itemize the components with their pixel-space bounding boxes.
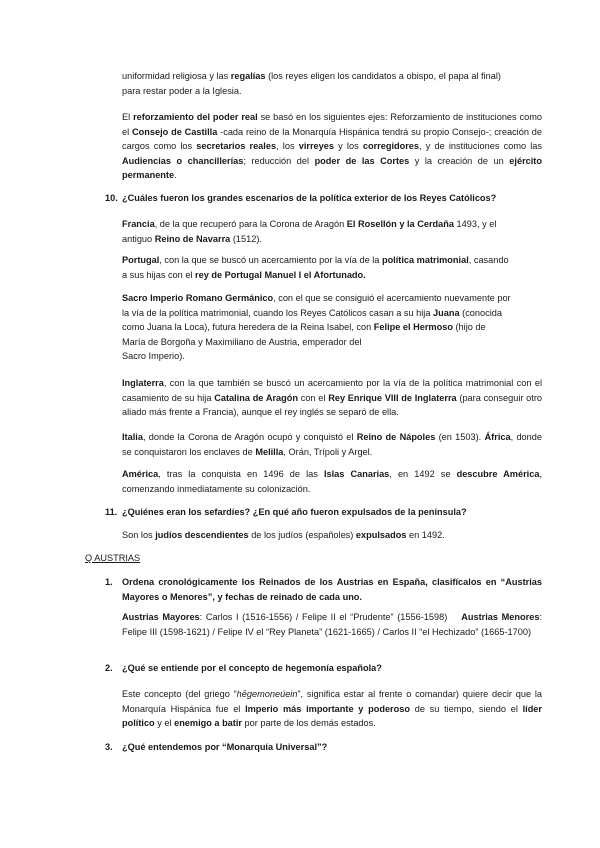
section-question-3-text: ¿Qué entendemos por “Monarquía Universal”? [122,742,328,752]
text-bold: Melilla [255,446,284,457]
text-bold: líder político [122,703,542,729]
section-heading: Q AUSTRIAS [85,553,141,563]
paragraph-inglaterra [122,376,542,420]
text: , donde se conquistaron los enclaves de [122,432,542,457]
text: de su tiempo, siendo el [409,703,523,714]
text: de los judíos (españoles) [248,530,356,540]
text-bold: América [122,469,159,479]
text: ”, significa estar al frente o comandar) quiere decir que la Monarquía Hispánica fue el [122,689,542,714]
text-bold: política matrimonial [381,255,469,265]
section-question-1-text: Ordena cronológicamente los Reinados de los Austrias en España, clasifícalos en “Austrias Mayores o Menores”, y fechas de reinado de cada uno. [122,577,542,602]
text: , comenzando inmediatamente su colonización. [122,469,542,494]
text-bold: Austrias Menores [461,612,540,622]
paragraph-america [122,467,542,496]
text: en 1492. [406,530,445,540]
text-bold: Reino de Nápoles [356,432,436,442]
section-question-1-number: 1. [105,577,113,587]
text-bold: Catalina de Aragón [214,392,298,403]
text-bold: Islas Canarias [323,469,390,479]
text: (para conseguir otro aliado más frente a Francia), aunque el rey inglés se separó de ella. [122,392,543,418]
text-bold: Audiencias o chancillerías [122,155,244,166]
text-bold: Portugal [122,255,160,265]
text: Este concepto (del griego “ [122,689,237,699]
text-bold: Reino de Navarra [154,233,231,244]
text-bold: judíos descendientes [155,530,249,540]
text: la vía de la política matrimonial, cuando los Reyes Católicos casan a su hija [122,307,434,318]
section-question-2-number: 2. [105,663,113,673]
text-bold: descubre América [456,469,540,479]
text: : Carlos I (1516-1556) / Felipe II el “Prudente” (1556-1598) [199,612,448,622]
question-11-text: ¿Quiénes eran los sefardíes? ¿En qué año fueron expulsados de la península? [122,507,467,517]
text: uniformidad religiosa y las [122,71,231,81]
text: , en 1492 se [389,469,457,479]
text: , con la que también se buscó un acercamiento por la vía de la política matrimonial con el casamiento de su hija [122,378,542,403]
text: , con la que se buscó un acercamiento por la vía de la [159,255,382,265]
text-italic: hēgemoneúein [236,689,298,699]
text: como Juana la Loca), futura heredera de la Reina Isabel, con [122,322,374,333]
text: , de la que recuperó para la Corona de Aragón [154,219,347,229]
text-bold: regalías [230,71,266,81]
text: (los reyes eligen los candidatos a obispo, el papa al final) [265,71,501,81]
text: (conocida [459,307,502,318]
text-bold: Austrias Mayores [122,612,200,622]
paragraph-italia [122,430,542,459]
paragraph-sacro-imperio [122,291,542,364]
paragraph-austrias [122,610,542,639]
text: Sacro Imperio). [122,351,185,362]
text: Son los [122,530,156,540]
text: y los [333,141,363,152]
section-question-3-number: 3. [105,742,113,752]
text-bold: corregidores [362,141,420,152]
text: María de Borgoña y Maximiliano de Austria, emperador del [122,336,362,347]
text-bold: África [484,432,511,442]
paragraph-sefardies [122,528,542,543]
text: , y de instituciones como las [419,141,542,152]
text: y el [154,718,175,729]
text: por parte de los demás estados. [241,718,376,729]
question-11-number: 11. [105,507,118,517]
text: se basó en los siguientes ejes: Reforzamiento de instituciones como el [122,112,542,137]
text: , los [276,141,299,152]
text-bold: Consejo de Castilla [132,126,218,137]
text: (1512). [230,233,262,244]
text: a sus hijas con el [122,269,196,280]
text-bold: ejército permanente [122,155,542,181]
text-bold: Inglaterra [122,378,164,388]
text-bold: Italia [122,432,143,442]
text: para restar poder a la Iglesia. [122,85,242,96]
text-bold: rey de Portugal Manuel I el Afortunado. [195,269,366,280]
text: con el [297,392,329,403]
text-bold: Juana [433,307,460,318]
text-bold: secretarios reales [196,141,277,152]
text: (en 1503). [435,432,485,442]
paragraph-portugal [122,253,542,282]
question-10-text: ¿Cuáles fueron los grandes escenarios de la política exterior de los Reyes Católicos? [122,193,497,203]
text-bold: Sacro Imperio Romano Germánico [122,293,274,303]
text: , con el que se consiguió el acercamiento nuevamente por [273,293,511,303]
text-bold: poder de las Cortes [314,155,410,166]
text-bold: virreyes [298,141,334,152]
text-bold: Felipe el Hermoso [373,322,453,333]
text-bold: Francia [122,219,155,229]
text-bold: Imperio más importante y poderoso [245,703,410,714]
paragraph-hegemonia [122,687,542,731]
paragraph-regalias [122,69,542,98]
text-bold: enemigo a batir [174,718,242,729]
text: , casando [468,255,509,265]
text: (hijo de [452,322,486,333]
text: y la creación de un [409,155,510,166]
paragraph-francia [122,217,542,246]
paragraph-reforzamiento [122,110,542,183]
text: : Felipe III (1598-1621) / Felipe IV el “Rey Planeta” (1621-1665) / Carlos II “el Hechizado” (1665-1700) [122,612,542,637]
text: , Orán, Trípoli y Argel. [283,446,373,457]
text: -cada reino de la Monarquía Hispánica tendrá su propio Consejo-; creación de cargos como los [122,126,542,152]
text: , tras la conquista en 1496 de las [158,469,324,479]
text: 1493, y el [453,219,497,229]
text-bold: Rey Enrique VIII de Inglaterra [328,392,457,403]
text: , donde la Corona de Aragón ocupó y conquistó el [142,432,357,442]
text-bold: El Rosellón y la Cerdaña [346,219,454,229]
text: . [174,170,177,181]
text-bold: expulsados [355,530,407,540]
question-10-number: 10. [105,193,118,203]
section-question-2-text: ¿Qué se entiende por el concepto de hegemonía española? [122,663,382,673]
text: antiguo [122,233,155,244]
text: ; reducción del [243,155,315,166]
text: El [122,112,134,122]
text-bold: reforzamiento del poder real [133,112,258,122]
